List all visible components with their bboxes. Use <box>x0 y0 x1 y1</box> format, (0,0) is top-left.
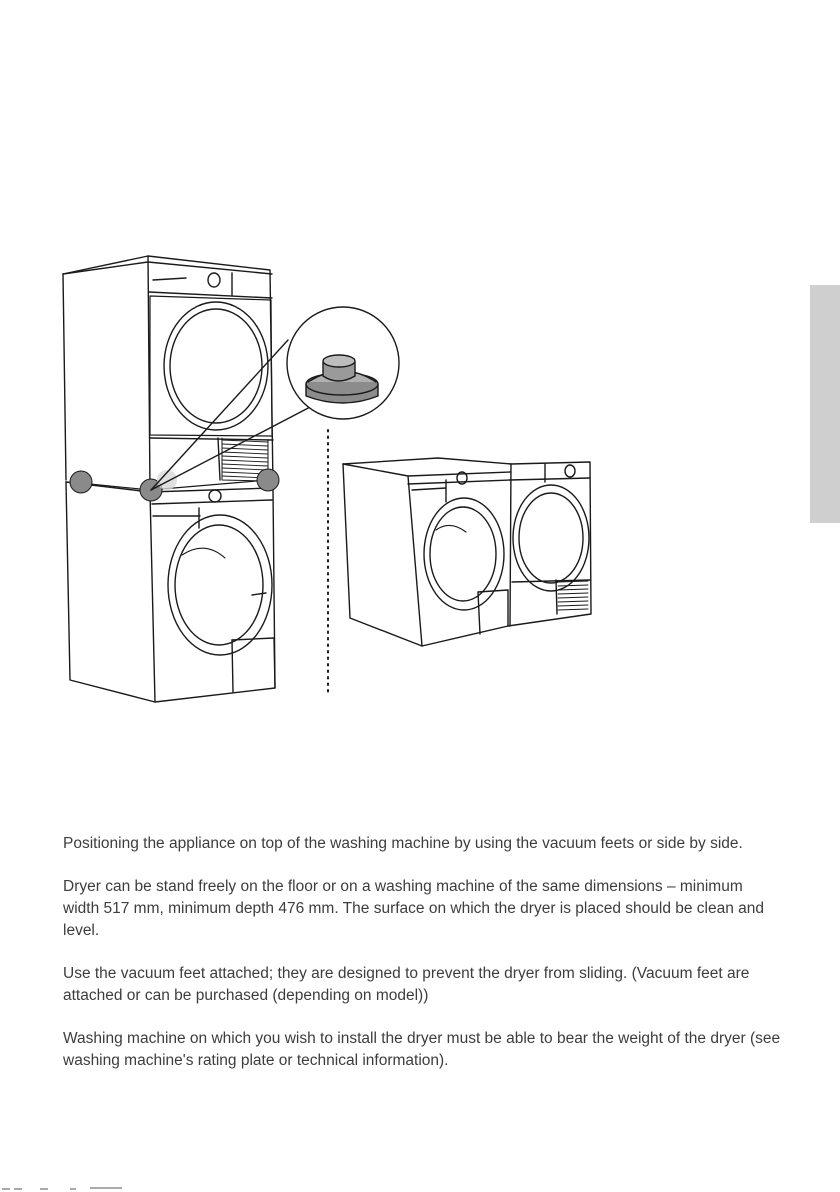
paragraph-positioning: Positioning the appliance on top of the washing machine by using the vacuum feets or side by side. <box>63 835 743 852</box>
vacuum-foot-callout <box>287 307 399 419</box>
paragraph-vacuum-feet: Use the vacuum feet attached; they are designed to prevent the dryer from sliding. (Vacuum feet are attached or can be purchased (depending on model)) <box>63 965 750 1004</box>
side-by-side-appliances <box>343 458 591 646</box>
installation-illustration <box>0 240 840 720</box>
installation-instructions <box>63 833 783 1093</box>
paragraph-weight: Washing machine on which you wish to install the dryer must be able to bear the weight of the dryer (see washing machine's rating plate or technical information). <box>63 1030 781 1069</box>
footer-mark <box>0 1186 130 1192</box>
paragraph-dimensions: Dryer can be stand freely on the floor or on a washing machine of the same dimensions – minimum width 517 mm, minimum depth 476 mm. The surface on which the dryer is placed should be clean and level. <box>63 878 765 939</box>
